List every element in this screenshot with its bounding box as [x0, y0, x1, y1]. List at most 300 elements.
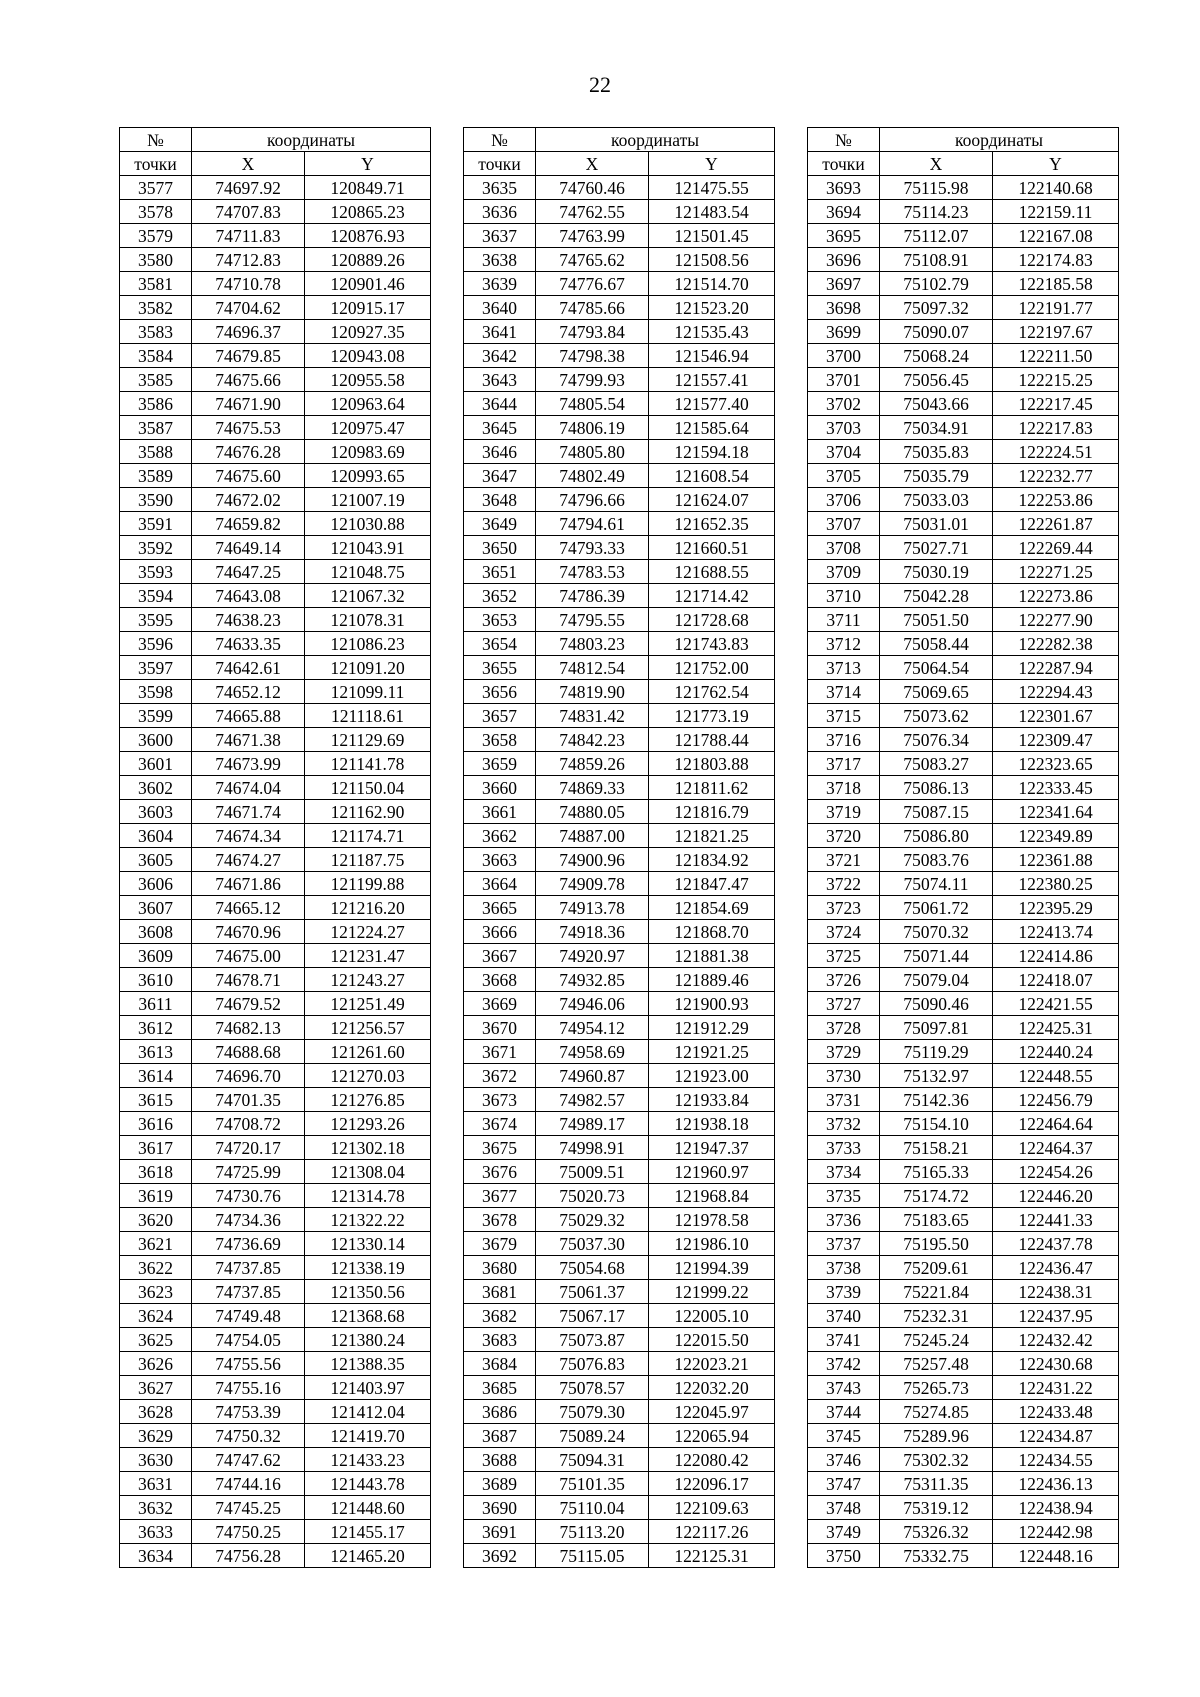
table-row	[808, 1256, 1119, 1280]
point-number-cell: 3697	[808, 272, 880, 296]
table-row	[120, 320, 431, 344]
y-coordinate-cell: 121900.93	[649, 992, 775, 1016]
x-coordinate-cell: 74793.33	[536, 536, 649, 560]
y-coordinate-cell: 122032.20	[649, 1376, 775, 1400]
point-number-cell: 3741	[808, 1328, 880, 1352]
point-number-cell: 3712	[808, 632, 880, 656]
y-coordinate-cell: 121048.75	[305, 560, 431, 584]
table-row	[808, 608, 1119, 632]
table-row	[808, 704, 1119, 728]
y-coordinate-cell: 122454.26	[993, 1160, 1119, 1184]
x-coordinate-cell: 74643.08	[192, 584, 305, 608]
y-coordinate-cell: 122380.25	[993, 872, 1119, 896]
y-coordinate-cell: 121834.92	[649, 848, 775, 872]
x-coordinate-cell: 75154.10	[880, 1112, 993, 1136]
y-coordinate-cell: 122442.98	[993, 1520, 1119, 1544]
x-coordinate-cell: 74674.34	[192, 824, 305, 848]
y-coordinate-cell: 121475.55	[649, 176, 775, 200]
x-coordinate-cell: 75265.73	[880, 1376, 993, 1400]
table-row	[464, 944, 775, 968]
x-coordinate-cell: 74737.85	[192, 1256, 305, 1280]
point-number-cell: 3662	[464, 824, 536, 848]
table-row	[808, 1136, 1119, 1160]
x-coordinate-cell: 75037.30	[536, 1232, 649, 1256]
x-coordinate-cell: 74799.93	[536, 368, 649, 392]
point-number-cell: 3732	[808, 1112, 880, 1136]
x-coordinate-cell: 75102.79	[880, 272, 993, 296]
table-row	[464, 344, 775, 368]
point-number-cell: 3629	[120, 1424, 192, 1448]
point-number-cell: 3745	[808, 1424, 880, 1448]
point-number-cell: 3621	[120, 1232, 192, 1256]
table-row	[120, 1376, 431, 1400]
x-coordinate-cell: 74958.69	[536, 1040, 649, 1064]
point-number-cell: 3648	[464, 488, 536, 512]
x-coordinate-cell: 74671.38	[192, 728, 305, 752]
header-number-bottom: точки	[808, 152, 880, 176]
table-row	[808, 776, 1119, 800]
point-number-cell: 3746	[808, 1448, 880, 1472]
y-coordinate-cell: 121868.70	[649, 920, 775, 944]
point-number-cell: 3638	[464, 248, 536, 272]
table-row	[808, 1424, 1119, 1448]
x-coordinate-cell: 75035.79	[880, 464, 993, 488]
point-number-cell: 3695	[808, 224, 880, 248]
y-coordinate-cell: 122437.78	[993, 1232, 1119, 1256]
point-number-cell: 3728	[808, 1016, 880, 1040]
y-coordinate-cell: 122446.20	[993, 1184, 1119, 1208]
x-coordinate-cell: 74750.32	[192, 1424, 305, 1448]
point-number-cell: 3634	[120, 1544, 192, 1568]
x-coordinate-cell: 74750.25	[192, 1520, 305, 1544]
point-number-cell: 3583	[120, 320, 192, 344]
table-row	[464, 1016, 775, 1040]
x-coordinate-cell: 75115.98	[880, 176, 993, 200]
table-row	[120, 272, 431, 296]
y-coordinate-cell: 120963.64	[305, 392, 431, 416]
y-coordinate-cell: 121714.42	[649, 584, 775, 608]
table-row	[808, 1472, 1119, 1496]
x-coordinate-cell: 74913.78	[536, 896, 649, 920]
point-number-cell: 3722	[808, 872, 880, 896]
x-coordinate-cell: 75174.72	[880, 1184, 993, 1208]
table-row	[808, 752, 1119, 776]
table-row	[120, 368, 431, 392]
header-y: Y	[993, 152, 1119, 176]
point-number-cell: 3699	[808, 320, 880, 344]
point-number-cell: 3729	[808, 1040, 880, 1064]
y-coordinate-cell: 121419.70	[305, 1424, 431, 1448]
page-number: 22	[589, 72, 611, 97]
table-row	[464, 1328, 775, 1352]
table-row	[808, 512, 1119, 536]
y-coordinate-cell: 120943.08	[305, 344, 431, 368]
x-coordinate-cell: 75074.11	[880, 872, 993, 896]
x-coordinate-cell: 74671.86	[192, 872, 305, 896]
y-coordinate-cell: 121322.22	[305, 1208, 431, 1232]
point-number-cell: 3581	[120, 272, 192, 296]
point-number-cell: 3739	[808, 1280, 880, 1304]
point-number-cell: 3636	[464, 200, 536, 224]
table-row	[464, 1352, 775, 1376]
table-row	[120, 944, 431, 968]
y-coordinate-cell: 120993.65	[305, 464, 431, 488]
y-coordinate-cell: 121889.46	[649, 968, 775, 992]
point-number-cell: 3655	[464, 656, 536, 680]
table-row	[120, 1136, 431, 1160]
point-number-cell: 3591	[120, 512, 192, 536]
x-coordinate-cell: 74708.72	[192, 1112, 305, 1136]
table-row	[808, 920, 1119, 944]
x-coordinate-cell: 75221.84	[880, 1280, 993, 1304]
y-coordinate-cell: 121923.00	[649, 1064, 775, 1088]
header-y: Y	[305, 152, 431, 176]
y-coordinate-cell: 122269.44	[993, 536, 1119, 560]
x-coordinate-cell: 75009.51	[536, 1160, 649, 1184]
point-number-cell: 3604	[120, 824, 192, 848]
y-coordinate-cell: 120849.71	[305, 176, 431, 200]
point-number-cell: 3733	[808, 1136, 880, 1160]
y-coordinate-cell: 121994.39	[649, 1256, 775, 1280]
header-coordinates: координаты	[192, 128, 431, 152]
x-coordinate-cell: 74671.90	[192, 392, 305, 416]
y-coordinate-cell: 120927.35	[305, 320, 431, 344]
table-row	[120, 1208, 431, 1232]
point-number-cell: 3614	[120, 1064, 192, 1088]
x-coordinate-cell: 75302.32	[880, 1448, 993, 1472]
x-coordinate-cell: 75274.85	[880, 1400, 993, 1424]
point-number-cell: 3577	[120, 176, 192, 200]
table-row	[808, 1448, 1119, 1472]
x-coordinate-cell: 74633.35	[192, 632, 305, 656]
point-number-cell: 3589	[120, 464, 192, 488]
table-row	[464, 488, 775, 512]
table-row	[464, 512, 775, 536]
point-number-cell: 3726	[808, 968, 880, 992]
y-coordinate-cell: 121412.04	[305, 1400, 431, 1424]
table-row	[808, 1232, 1119, 1256]
point-number-cell: 3601	[120, 752, 192, 776]
x-coordinate-cell: 75158.21	[880, 1136, 993, 1160]
point-number-cell: 3691	[464, 1520, 536, 1544]
x-coordinate-cell: 74755.16	[192, 1376, 305, 1400]
table-row	[464, 1184, 775, 1208]
x-coordinate-cell: 74805.54	[536, 392, 649, 416]
y-coordinate-cell: 121847.47	[649, 872, 775, 896]
table-row	[464, 1208, 775, 1232]
table-row	[808, 536, 1119, 560]
x-coordinate-cell: 74831.42	[536, 704, 649, 728]
table-row	[464, 1520, 775, 1544]
y-coordinate-cell: 122140.68	[993, 176, 1119, 200]
table-row	[464, 464, 775, 488]
table-row	[464, 536, 775, 560]
x-coordinate-cell: 74737.85	[192, 1280, 305, 1304]
point-number-cell: 3736	[808, 1208, 880, 1232]
table-body	[808, 176, 1119, 1568]
table-row	[808, 1328, 1119, 1352]
y-coordinate-cell: 122217.83	[993, 416, 1119, 440]
table-row	[120, 1472, 431, 1496]
point-number-cell: 3702	[808, 392, 880, 416]
y-coordinate-cell: 122361.88	[993, 848, 1119, 872]
table-row	[808, 1184, 1119, 1208]
table-row	[120, 728, 431, 752]
x-coordinate-cell: 75086.80	[880, 824, 993, 848]
y-coordinate-cell: 121465.20	[305, 1544, 431, 1568]
x-coordinate-cell: 75073.87	[536, 1328, 649, 1352]
table-row	[464, 1304, 775, 1328]
point-number-cell: 3642	[464, 344, 536, 368]
point-number-cell: 3688	[464, 1448, 536, 1472]
y-coordinate-cell: 122065.94	[649, 1424, 775, 1448]
x-coordinate-cell: 74704.62	[192, 296, 305, 320]
point-number-cell: 3723	[808, 896, 880, 920]
y-coordinate-cell: 121330.14	[305, 1232, 431, 1256]
point-number-cell: 3618	[120, 1160, 192, 1184]
point-number-cell: 3692	[464, 1544, 536, 1568]
y-coordinate-cell: 121999.22	[649, 1280, 775, 1304]
coordinates-table-1	[119, 127, 431, 1568]
header-number-bottom: точки	[464, 152, 536, 176]
point-number-cell: 3719	[808, 800, 880, 824]
x-coordinate-cell: 75257.48	[880, 1352, 993, 1376]
y-coordinate-cell: 122441.33	[993, 1208, 1119, 1232]
y-coordinate-cell: 121141.78	[305, 752, 431, 776]
y-coordinate-cell: 120865.23	[305, 200, 431, 224]
x-coordinate-cell: 74880.05	[536, 800, 649, 824]
y-coordinate-cell: 121129.69	[305, 728, 431, 752]
table-row	[464, 1424, 775, 1448]
table-row	[808, 272, 1119, 296]
point-number-cell: 3619	[120, 1184, 192, 1208]
table-row	[464, 968, 775, 992]
y-coordinate-cell: 121224.27	[305, 920, 431, 944]
x-coordinate-cell: 74755.56	[192, 1352, 305, 1376]
y-coordinate-cell: 121816.79	[649, 800, 775, 824]
x-coordinate-cell: 75326.32	[880, 1520, 993, 1544]
table-row	[120, 1280, 431, 1304]
y-coordinate-cell: 122395.29	[993, 896, 1119, 920]
y-coordinate-cell: 122413.74	[993, 920, 1119, 944]
point-number-cell: 3663	[464, 848, 536, 872]
point-number-cell: 3731	[808, 1088, 880, 1112]
x-coordinate-cell: 74696.70	[192, 1064, 305, 1088]
point-number-cell: 3579	[120, 224, 192, 248]
table-row	[464, 560, 775, 584]
y-coordinate-cell: 121947.37	[649, 1136, 775, 1160]
point-number-cell: 3682	[464, 1304, 536, 1328]
y-coordinate-cell: 121293.26	[305, 1112, 431, 1136]
point-number-cell: 3578	[120, 200, 192, 224]
point-number-cell: 3720	[808, 824, 880, 848]
point-number-cell: 3637	[464, 224, 536, 248]
header-y: Y	[649, 152, 775, 176]
table-row	[808, 800, 1119, 824]
point-number-cell: 3645	[464, 416, 536, 440]
y-coordinate-cell: 121986.10	[649, 1232, 775, 1256]
y-coordinate-cell: 120901.46	[305, 272, 431, 296]
x-coordinate-cell: 75319.12	[880, 1496, 993, 1520]
x-coordinate-cell: 74762.55	[536, 200, 649, 224]
y-coordinate-cell: 122434.87	[993, 1424, 1119, 1448]
point-number-cell: 3649	[464, 512, 536, 536]
header-number-top: №	[808, 128, 880, 152]
y-coordinate-cell: 122253.86	[993, 488, 1119, 512]
table-row	[120, 1304, 431, 1328]
point-number-cell: 3602	[120, 776, 192, 800]
y-coordinate-cell: 122023.21	[649, 1352, 775, 1376]
x-coordinate-cell: 74793.84	[536, 320, 649, 344]
point-number-cell: 3727	[808, 992, 880, 1016]
point-number-cell: 3660	[464, 776, 536, 800]
y-coordinate-cell: 122109.63	[649, 1496, 775, 1520]
y-coordinate-cell: 121912.29	[649, 1016, 775, 1040]
y-coordinate-cell: 122438.31	[993, 1280, 1119, 1304]
x-coordinate-cell: 75142.36	[880, 1088, 993, 1112]
x-coordinate-cell: 75090.07	[880, 320, 993, 344]
table-row	[120, 1184, 431, 1208]
y-coordinate-cell: 121350.56	[305, 1280, 431, 1304]
table-row	[120, 248, 431, 272]
point-number-cell: 3594	[120, 584, 192, 608]
table-row	[120, 560, 431, 584]
table-row	[120, 704, 431, 728]
point-number-cell: 3749	[808, 1520, 880, 1544]
x-coordinate-cell: 74642.61	[192, 656, 305, 680]
point-number-cell: 3698	[808, 296, 880, 320]
point-number-cell: 3617	[120, 1136, 192, 1160]
table-row	[464, 176, 775, 200]
x-coordinate-cell: 74763.99	[536, 224, 649, 248]
x-coordinate-cell: 74710.78	[192, 272, 305, 296]
point-number-cell: 3622	[120, 1256, 192, 1280]
y-coordinate-cell: 122434.55	[993, 1448, 1119, 1472]
x-coordinate-cell: 75094.31	[536, 1448, 649, 1472]
x-coordinate-cell: 75132.97	[880, 1064, 993, 1088]
table-row	[120, 752, 431, 776]
y-coordinate-cell: 122448.16	[993, 1544, 1119, 1568]
table-row	[120, 392, 431, 416]
table-row	[120, 440, 431, 464]
point-number-cell: 3640	[464, 296, 536, 320]
y-coordinate-cell: 122224.51	[993, 440, 1119, 464]
table-row	[120, 680, 431, 704]
table-row	[808, 440, 1119, 464]
point-number-cell: 3605	[120, 848, 192, 872]
y-coordinate-cell: 122217.45	[993, 392, 1119, 416]
x-coordinate-cell: 74749.48	[192, 1304, 305, 1328]
y-coordinate-cell: 121314.78	[305, 1184, 431, 1208]
point-number-cell: 3652	[464, 584, 536, 608]
x-coordinate-cell: 74670.96	[192, 920, 305, 944]
x-coordinate-cell: 74665.88	[192, 704, 305, 728]
point-number-cell: 3701	[808, 368, 880, 392]
y-coordinate-cell: 120876.93	[305, 224, 431, 248]
point-number-cell: 3742	[808, 1352, 880, 1376]
point-number-cell: 3630	[120, 1448, 192, 1472]
y-coordinate-cell: 121455.17	[305, 1520, 431, 1544]
y-coordinate-cell: 122433.48	[993, 1400, 1119, 1424]
point-number-cell: 3748	[808, 1496, 880, 1520]
x-coordinate-cell: 74805.80	[536, 440, 649, 464]
y-coordinate-cell: 121078.31	[305, 608, 431, 632]
x-coordinate-cell: 74753.39	[192, 1400, 305, 1424]
y-coordinate-cell: 121652.35	[649, 512, 775, 536]
y-coordinate-cell: 122167.08	[993, 224, 1119, 248]
y-coordinate-cell: 122349.89	[993, 824, 1119, 848]
point-number-cell: 3743	[808, 1376, 880, 1400]
point-number-cell: 3675	[464, 1136, 536, 1160]
y-coordinate-cell: 121043.91	[305, 536, 431, 560]
y-coordinate-cell: 122436.47	[993, 1256, 1119, 1280]
point-number-cell: 3724	[808, 920, 880, 944]
table-row	[120, 1328, 431, 1352]
table-row	[808, 392, 1119, 416]
table-row	[464, 392, 775, 416]
y-coordinate-cell: 121968.84	[649, 1184, 775, 1208]
x-coordinate-cell: 74730.76	[192, 1184, 305, 1208]
point-number-cell: 3740	[808, 1304, 880, 1328]
x-coordinate-cell: 74760.46	[536, 176, 649, 200]
x-coordinate-cell: 75079.04	[880, 968, 993, 992]
point-number-cell: 3644	[464, 392, 536, 416]
y-coordinate-cell: 122125.31	[649, 1544, 775, 1568]
x-coordinate-cell: 75051.50	[880, 608, 993, 632]
point-number-cell: 3725	[808, 944, 880, 968]
point-number-cell: 3744	[808, 1400, 880, 1424]
x-coordinate-cell: 75087.15	[880, 800, 993, 824]
table-row	[808, 200, 1119, 224]
point-number-cell: 3666	[464, 920, 536, 944]
point-number-cell: 3624	[120, 1304, 192, 1328]
point-number-cell: 3631	[120, 1472, 192, 1496]
point-number-cell: 3599	[120, 704, 192, 728]
x-coordinate-cell: 74734.36	[192, 1208, 305, 1232]
y-coordinate-cell: 121938.18	[649, 1112, 775, 1136]
table-row	[464, 920, 775, 944]
table-row	[808, 1208, 1119, 1232]
table-row	[464, 848, 775, 872]
y-coordinate-cell: 121199.88	[305, 872, 431, 896]
x-coordinate-cell: 75076.34	[880, 728, 993, 752]
y-coordinate-cell: 121251.49	[305, 992, 431, 1016]
table-row	[808, 968, 1119, 992]
y-coordinate-cell: 121752.00	[649, 656, 775, 680]
table-row	[464, 416, 775, 440]
y-coordinate-cell: 122287.94	[993, 656, 1119, 680]
y-coordinate-cell: 121881.38	[649, 944, 775, 968]
table-row	[808, 248, 1119, 272]
x-coordinate-cell: 74960.87	[536, 1064, 649, 1088]
point-number-cell: 3658	[464, 728, 536, 752]
point-number-cell: 3683	[464, 1328, 536, 1352]
x-coordinate-cell: 74674.27	[192, 848, 305, 872]
x-coordinate-cell: 74785.66	[536, 296, 649, 320]
y-coordinate-cell: 121216.20	[305, 896, 431, 920]
table-row	[808, 824, 1119, 848]
x-coordinate-cell: 75108.91	[880, 248, 993, 272]
y-coordinate-cell: 121523.20	[649, 296, 775, 320]
point-number-cell: 3681	[464, 1280, 536, 1304]
point-number-cell: 3684	[464, 1352, 536, 1376]
x-coordinate-cell: 74806.19	[536, 416, 649, 440]
x-coordinate-cell: 74638.23	[192, 608, 305, 632]
x-coordinate-cell: 74812.54	[536, 656, 649, 680]
point-number-cell: 3623	[120, 1280, 192, 1304]
table-row	[808, 416, 1119, 440]
table-row	[120, 1520, 431, 1544]
